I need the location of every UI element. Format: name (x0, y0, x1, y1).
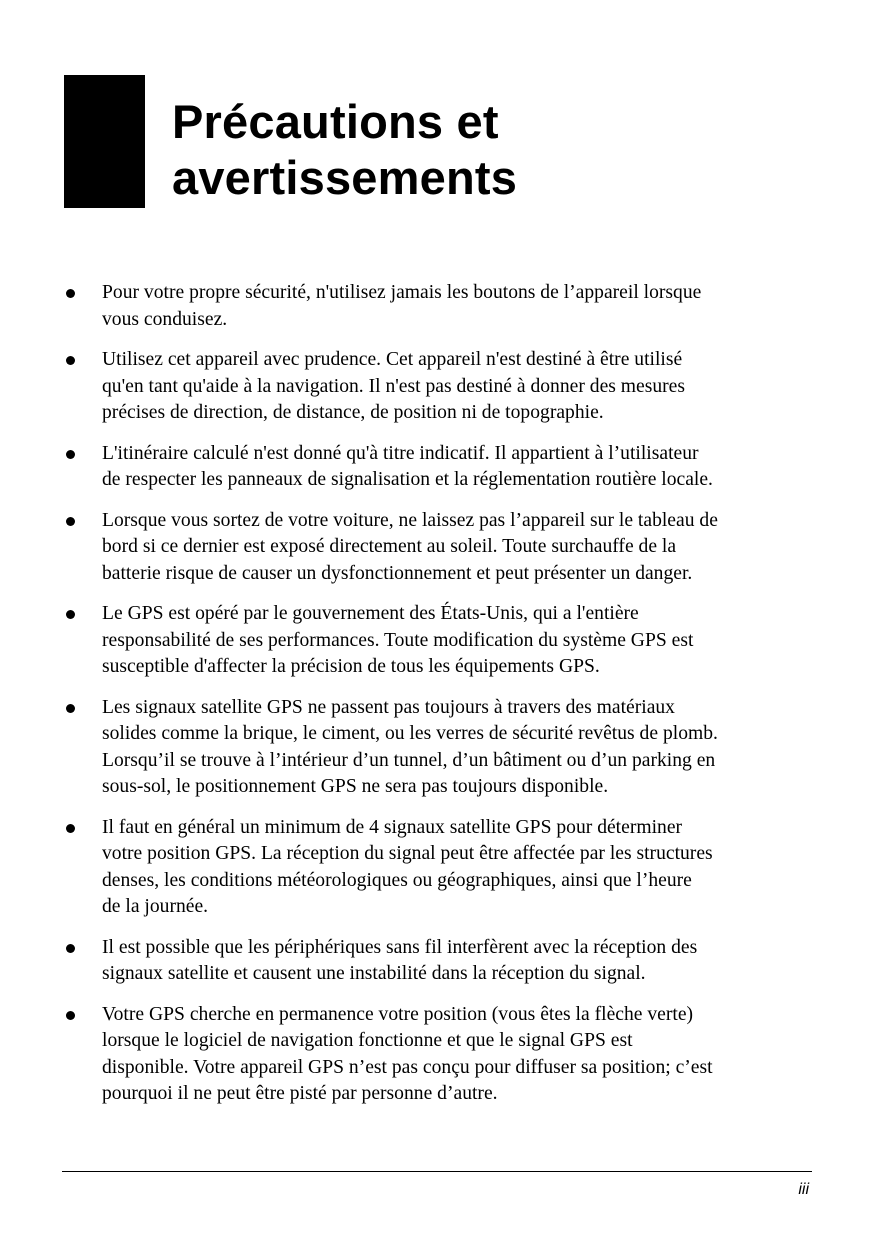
bullet-icon (66, 450, 75, 459)
list-item-line: Il faut en général un minimum de 4 signaux satellite GPS pour déterminer (102, 816, 683, 838)
list-item-line: pourquoi il ne peut être pisté par personne d’autre. (102, 1083, 498, 1104)
list-item (62, 280, 814, 333)
bullet-icon (66, 517, 75, 526)
list-item (62, 695, 814, 801)
list-item-line: votre position GPS. La réception du signal peut être affectée par les structures (102, 843, 713, 864)
list-item-line: Il est possible que les périphériques sans fil interfèrent avec la réception des (102, 936, 698, 958)
list-item-line: disponible. Votre appareil GPS n’est pas conçu pour diffuser sa position; c’est (102, 1056, 713, 1078)
list-item-line: susceptible d'affecter la précision de tous les équipements GPS. (102, 656, 600, 677)
chapter-marker-block (64, 75, 145, 208)
list-item-line: sous-sol, le positionnement GPS ne sera pas toujours disponible. (102, 776, 609, 797)
list-item-line: Les signaux satellite GPS ne passent pas toujours à travers des matériaux (102, 696, 675, 718)
list-item-line: lorsque le logiciel de navigation fonctionne et que le signal GPS est (102, 1030, 633, 1051)
bullet-icon (66, 704, 75, 713)
list-item-line: de respecter les panneaux de signalisation et la réglementation routière locale. (102, 469, 713, 490)
list-item (62, 347, 814, 427)
list-item-line: L'itinéraire calculé n'est donné qu'à titre indicatif. Il appartient à l’utilisateur (102, 442, 699, 464)
list-item-line: Votre GPS cherche en permanence votre position (vous êtes la flèche verte) (102, 1003, 694, 1025)
list-item (62, 508, 814, 588)
list-item-line: denses, les conditions météorologiques ou géographiques, ainsi que l’heure (102, 869, 692, 891)
list-item (62, 1002, 814, 1108)
list-item-line: Pour votre propre sécurité, n'utilisez jamais les boutons de l’appareil lorsque (102, 282, 702, 303)
bullet-icon (66, 610, 75, 619)
list-item-line: vous conduisez. (102, 308, 228, 330)
list-item-line: responsabilité de ses performances. Toute modification du système GPS est (102, 629, 694, 651)
list-item (62, 815, 814, 921)
list-item-line: qu'en tant qu'aide à la navigation. Il n'est pas destiné à donner des mesures (102, 375, 685, 397)
list-item-line: solides comme la brique, le ciment, ou les verres de sécurité revêtus de plomb. (102, 723, 718, 744)
bullet-icon (66, 1011, 75, 1020)
page-title-line-1: Précautions et (172, 95, 499, 148)
bullet-icon (66, 356, 75, 365)
list-item-line: Lorsque vous sortez de votre voiture, ne laissez pas l’appareil sur le tableau de (102, 509, 718, 531)
bullet-icon (66, 289, 75, 298)
list-item (62, 601, 814, 681)
list-item (62, 935, 814, 988)
bullet-icon (66, 944, 75, 953)
page-title (172, 94, 517, 206)
bullet-icon (66, 824, 75, 833)
list-item-line: Lorsqu’il se trouve à l’intérieur d’un tunnel, d’un bâtiment ou d’un parking en (102, 749, 716, 771)
list-item-line: de la journée. (102, 896, 209, 917)
list-item-line: Le GPS est opéré par le gouvernement des États-Unis, qui a l'entière (102, 603, 639, 624)
list-item (62, 441, 814, 494)
list-item-line: batterie risque de causer un dysfonctionnement et peut présenter un danger. (102, 562, 693, 584)
precautions-list (62, 280, 814, 1122)
page-number: iii (798, 1181, 809, 1198)
list-item-line: précises de direction, de distance, de position ni de topographie. (102, 402, 604, 423)
page-title-line-2: avertissements (172, 151, 518, 204)
footer-divider (62, 1171, 812, 1172)
list-item-line: signaux satellite et causent une instabilité dans la réception du signal. (102, 963, 646, 984)
list-item-line: Utilisez cet appareil avec prudence. Cet appareil n'est destiné à être utilisé (102, 349, 683, 370)
list-item-line: bord si ce dernier est exposé directement au soleil. Toute surchauffe de la (102, 536, 677, 557)
